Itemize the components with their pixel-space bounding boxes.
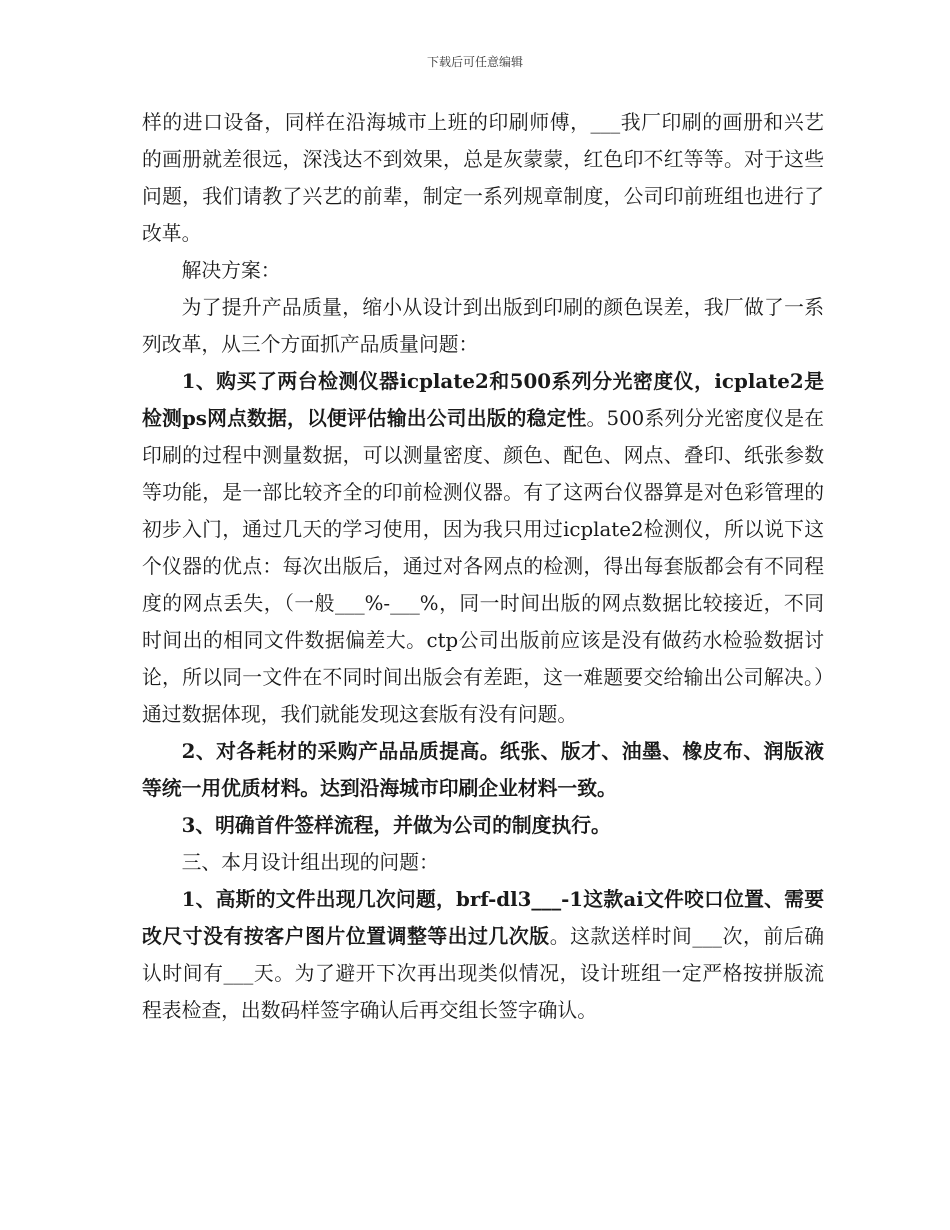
paragraph-text: 。500系列分光密度仪是在印刷的过程中测量数据，可以测量密度、颜色、配色、网点、叠印、纸张参数等功能，是一部比较齐全的印前检测仪器。有了这两台仪器算是对色彩管理的初步入门，通过几天的学习使用，因为我只用过icplate2检测仪，所以说下这个仪器的优点：每次出版后，通过对各网点的检测，得出每套版都会有不同程度的网点丢失，（一般___%-___%，同一时间出版的网点数据比较接近，不同时间出的相同文件数据偏差大。ctp公司出版前应该是没有做药水检验数据讨论，所以同一文件在不同时间出版会有差距，这一难题要交给输出公司解决。）通过数据体现，我们就能发现这套版有没有问题。 [142, 407, 824, 726]
page-header: 下载后可任意编辑 [426, 55, 523, 69]
paragraph-bold-text: 3、明确首件签样流程，并做为公司的制度执行。 [181, 813, 611, 837]
paragraph-item-3-sample-process [142, 807, 824, 844]
document-body [142, 104, 824, 1029]
paragraph-bold-text: 1、高斯的文件出现几次问题，brf-dl3___-1这款ai文件咬口位置、需要改尺寸没有按客户图片位置调整等出过几次版 [142, 887, 824, 948]
paragraph-section-3-heading [142, 844, 824, 881]
paragraph-item-2-materials [142, 733, 824, 807]
paragraph-text: 解决方案： [181, 259, 281, 282]
paragraph-text: 样的进口设备，同样在沿海城市上班的印刷师傅，___我厂印刷的画册和兴艺的画册就差很远，深浅达不到效果，总是灰蒙蒙，红色印不红等等。对于这些问题，我们请教了兴艺的前辈，制定一系列规章制度，公司印前班组也进行了改革。 [142, 111, 824, 245]
paragraph-text: 。这款送样时间___次，前后确认时间有___天。为了避开下次再出现类似情况，设计班组一定严格按拼版流程表检查，出数码样签字确认后再交组长签字确认。 [142, 925, 824, 1022]
paragraph-solution-heading [142, 252, 824, 289]
paragraph-bold-text: 2、对各耗材的采购产品品质提高。纸张、版才、油墨、橡皮布、润版液等统一用优质材料。达到沿海城市印刷企业材料一致。 [142, 739, 824, 800]
paragraph-item-1-instruments [142, 363, 824, 733]
paragraph-design-issue-1 [142, 881, 824, 1029]
paragraph-solution-intro [142, 289, 824, 363]
paragraph-text: 为了提升产品质量，缩小从设计到出版到印刷的颜色误差，我厂做了一系列改革，从三个方面抓产品质量问题： [142, 296, 824, 356]
paragraph-intro-continuation [142, 104, 824, 252]
paragraph-text: 三、本月设计组出现的问题： [181, 851, 439, 874]
paragraph-bold-text: 1、购买了两台检测仪器icplate2和500系列分光密度仪，icplate2是检测ps网点数据，以便评估输出公司出版的稳定性 [142, 369, 824, 430]
